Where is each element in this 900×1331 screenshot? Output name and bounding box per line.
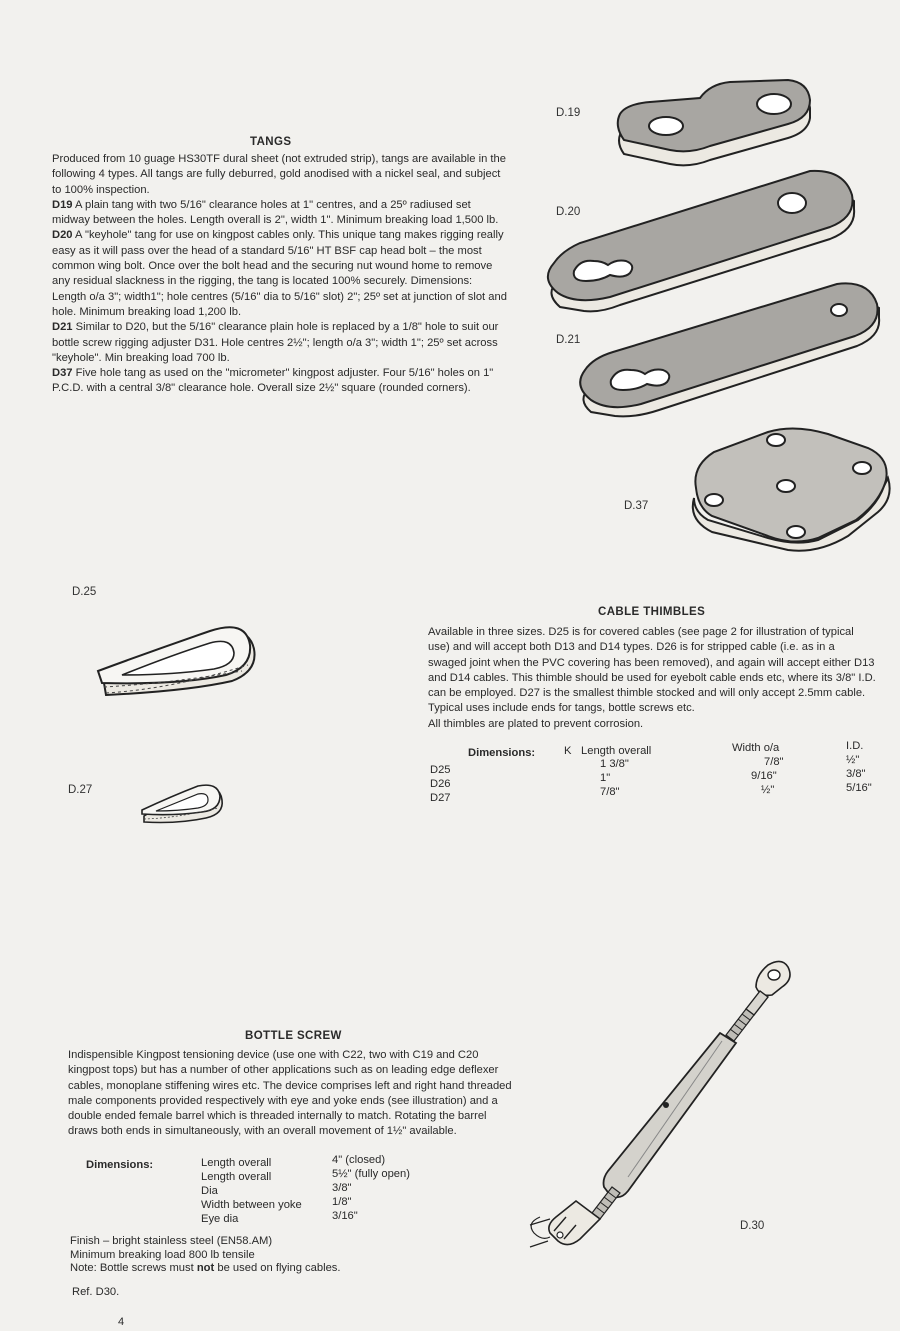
dim-name: Dia xyxy=(201,1185,218,1197)
thimble-d27-illustration xyxy=(138,782,228,828)
thimbles-col-k: K xyxy=(564,745,572,757)
bottle-screw-dims-label: Dimensions: xyxy=(86,1159,154,1171)
thimble-row-id: 3/8" xyxy=(846,768,866,780)
label-d19: D.19 xyxy=(556,107,581,119)
bottle-screw-heading: BOTTLE SCREW xyxy=(245,1030,342,1042)
label-d25: D.25 xyxy=(72,586,97,598)
label-d27: D.27 xyxy=(68,784,93,796)
dim-value: 5½" (fully open) xyxy=(332,1168,410,1180)
tang-d37-desc: D37 Five hole tang as used on the "micrometer" kingpost adjuster. Four 5/16" holes on 1" P.C.D. with a central 3/8" clearance hole. Overall size 2½" square (rounded corners). xyxy=(52,367,494,395)
tangs-intro: Produced from 10 guage HS30TF dural sheet (not extruded strip), tangs are available in the following 4 types. All tangs are fully deburred, gold anodised with a nickel seal, and subject to 100% inspection. xyxy=(52,153,506,196)
tang-d21-desc: D21 Similar to D20, but the 5/16" clearance plain hole is replaced by a 1/8" hole to suit our bottle screw rigging adjuster D31. Hole centres 2½"; length o/a 3"; width 1"; 25º set across "keyhole". Min breaking load 700 lb. xyxy=(52,321,499,364)
tang-d20-code: D20 xyxy=(52,229,73,242)
thimble-row-width: ½" xyxy=(761,784,775,796)
dim-name: Eye dia xyxy=(201,1213,239,1225)
tang-d20-desc: D20 A "keyhole" tang for use on kingpost cables only. This unique tang makes rigging really easy as it will pass over the head of a standard 5/16" HT BSF cap head bolt – the most common wing bolt. Once over the bolt head and the securing nut wound home to remove any residual slackness in the rigging, the tang is located 100% securely. Dimensions: Length o/a 3"; width1"; hole centres (5/16" dia to 5/16" slot) 2"; 25º set at junction of slot and hole. Minimum breaking load 1,200 lb. xyxy=(52,229,507,318)
thimble-row-length: 1" xyxy=(600,772,611,784)
bottle-screw-load: Minimum breaking load 800 lb tensile xyxy=(70,1249,255,1261)
thimbles-text-block xyxy=(428,625,876,732)
thimble-row-length: 7/8" xyxy=(600,786,620,798)
dim-name: Length overall xyxy=(201,1157,272,1169)
label-d30: D.30 xyxy=(740,1220,765,1232)
tang-d19-desc: D19 A plain tang with two 5/16" clearance holes at 1" centres, and a 25º radiused set midway between the holes. Length overall is 2", width 1". Minimum breaking load 1,500 lb. xyxy=(52,198,499,227)
tang-d37-code: D37 xyxy=(52,367,73,380)
tang-d19-code: D19 xyxy=(52,198,73,211)
label-d37: D.37 xyxy=(624,500,649,512)
dim-value: 3/8" xyxy=(332,1182,352,1194)
thimble-row-code: D26 xyxy=(430,778,451,790)
tang-d21-code: D21 xyxy=(52,321,73,334)
thimble-row-id: 5/16" xyxy=(846,782,872,794)
thimble-row-id: ½" xyxy=(846,754,860,766)
thimbles-heading: CABLE THIMBLES xyxy=(598,606,706,618)
thimble-d25-illustration xyxy=(92,615,262,705)
thimbles-description: Available in three sizes. D25 is for covered cables (see page 2 for illustration of typical use) and will accept both D13 and D14 types. D26 is for stripped cable (i.e. as in a swaged joint when the PVC covering has been removed), and again will accept either D13 and D14 cables. This thimble should be used for eyebolt cable ends etc, where its 3/8" I.D. can be employed. D27 is the smallest thimble stocked and will only accept 2.5mm cable. xyxy=(428,626,876,700)
thimble-row-width: 9/16" xyxy=(751,770,777,782)
thimble-row-width: 7/8" xyxy=(764,756,784,768)
dim-value: 1/8" xyxy=(332,1196,352,1208)
dim-value: 4" (closed) xyxy=(332,1154,386,1166)
tangs-heading: TANGS xyxy=(250,136,292,148)
thimbles-col-width: Width o/a xyxy=(732,742,780,754)
thimbles-uses: Typical uses include ends for tangs, bottle screws etc. xyxy=(428,702,695,715)
dim-name: Length overall xyxy=(201,1171,272,1183)
tang-d21-illustration xyxy=(575,282,885,422)
tang-d37-illustration xyxy=(688,428,893,553)
dim-name: Width between yoke xyxy=(201,1199,302,1211)
thimble-row-length: 1 3/8" xyxy=(600,758,629,770)
thimbles-col-length: Length overall xyxy=(581,745,652,757)
bottle-screw-text: Indispensible Kingpost tensioning device (use one with C22, two with C19 and C20 kingpost tops) but has a number of other applications such as on leading edge deflexer cables, monoplane stiffening wires etc. The device comprises left and right hand threaded male components provided respectively with eye and yoke ends (see illustration) and a double ended female barrel which is threaded internally to match. Rotating the barrel draws both ends in simultaneously, with an overall movement of 1½" available. xyxy=(68,1049,512,1138)
bottle-screw-finish: Finish – bright stainless steel (EN58.AM) xyxy=(70,1235,273,1247)
thimbles-dims-table xyxy=(428,742,888,812)
thimbles-plating: All thimbles are plated to prevent corrosion. xyxy=(428,717,644,730)
tang-d19-illustration xyxy=(610,78,820,178)
label-d21: D.21 xyxy=(556,334,581,346)
thimble-row-code: D25 xyxy=(430,764,451,776)
bottle-screw-ref: Ref. D30. xyxy=(72,1286,120,1298)
page-number: 4 xyxy=(118,1316,125,1328)
dim-value: 3/16" xyxy=(332,1210,358,1222)
tangs-text-block xyxy=(52,152,507,397)
bottle-screw-illustration xyxy=(520,955,800,1255)
bottle-screw-note: Note: Bottle screws must not be used on flying cables. xyxy=(70,1262,341,1274)
thimbles-col-id: I.D. xyxy=(846,740,864,752)
thimbles-dims-label: Dimensions: xyxy=(468,747,536,759)
label-d20: D.20 xyxy=(556,206,581,218)
bottle-screw-dims xyxy=(86,1154,486,1230)
thimble-row-code: D27 xyxy=(430,792,451,804)
